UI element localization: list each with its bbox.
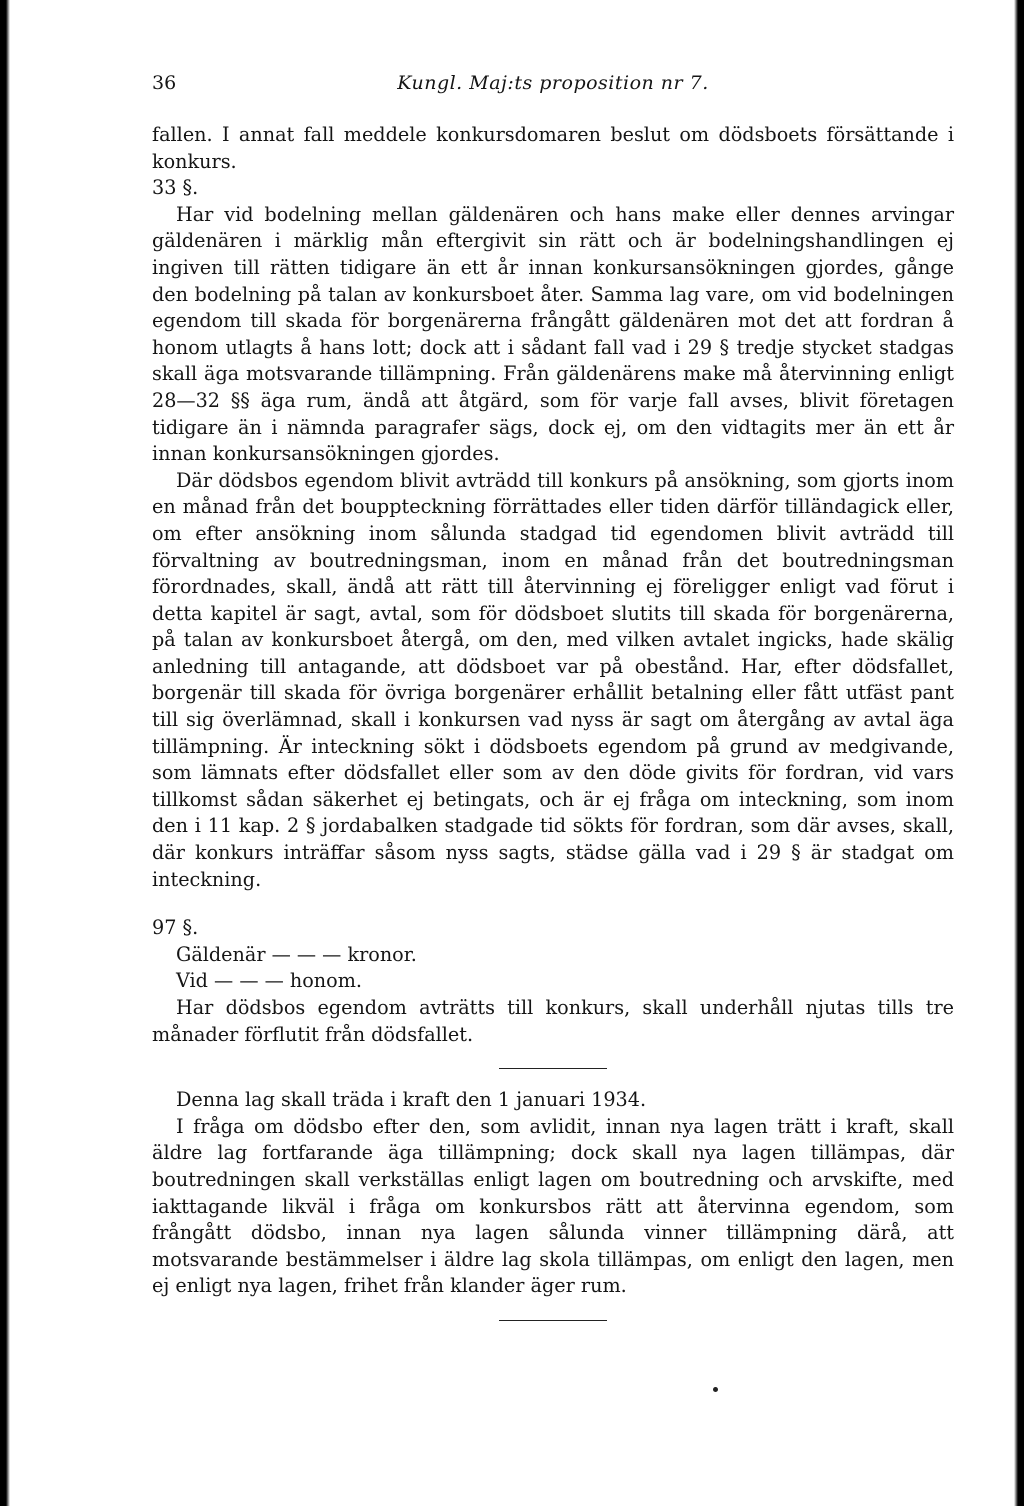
paragraph-33-2: Där dödsbos egendom blivit avträdd till konkurs på ansökning, som gjorts inom en månad från det bouppteckning förrättades eller tiden därför tilländagick eller, om efter ansökning inom sålunda stadgad tid egendomen blivit avträdd till förvaltning av boutredningsman, inom en månad från det boutredningsman förordnades, skall, ändå att rätt till återvinning ej föreligger enligt vad förut i detta kapitel är sagt, avtal, som för dödsboet slutits till skada för borgenärerna, på talan av konkursboet återgå, om den, med vilken avtalet ingicks, hade skälig anledning till antagande, att dödsboet var på obestånd. Har, efter dödsfallet, borgenär till skada för övriga borgenärer erhållit betalning eller fått utfäst pant till sig överlämnad, skall i konkursen vad nyss är sagt om återgång av avtal äga tillämpning. Är inteckning sökt i dödsboets egendom på grund av medgivande, som lämnats efter dödsfallet eller som av den döde givits för fordran, vid vars tillkomst sådan säkerhet ej betingats, och är ej fråga om inteckning, som inom den i 11 kap. 2 § jordabalken stadgade tid sökts för fordran, som där avses, skall, där konkurs inträffar såsom nyss sagts, städse gälla vad i 29 § är stadgat om inteckning. xyxy=(152,468,954,891)
paragraph-97-2: Vid — — — honom. xyxy=(176,969,363,993)
section-heading-33: 33 §. xyxy=(152,176,199,200)
page-header xyxy=(152,72,954,100)
spacer xyxy=(152,893,954,915)
scan-edge-left xyxy=(0,0,10,1506)
running-title: Kungl. Maj:ts proposition nr 7. xyxy=(397,72,709,94)
body-text xyxy=(152,122,954,1339)
paragraph-97-3: Har dödsbos egendom avträtts till konkurs, skall underhåll njutas tills tre månader förflutit från dödsfallet. xyxy=(152,996,954,1046)
end-rule xyxy=(499,1320,607,1321)
paragraph-transition: I fråga om dödsbo efter den, som avlidit, innan nya lagen trätt i kraft, skall äldre lag fortfarande äga tillämpning; dock skall nya lagen tillämpas, där boutredningen skall verkställas enligt lagen om boutredning och arvskifte, med iakttagande likväl i fråga om konkursbos rätt att återvinna egendom, som frångått dödsbo, innan nya lagen sålunda vinner tillämpning därå, att motsvarande bestämmelser i äldre lag skola tillämpas, om enligt den lagen, men ej enligt nya lagen, frihet från klander äger rum. xyxy=(152,1114,954,1298)
scan-edge-right xyxy=(1014,0,1024,1506)
divider-rule xyxy=(499,1068,607,1069)
paragraph-33-1: Har vid bodelning mellan gäldenären och hans make eller dennes arvingar gäldenären i märklig mån eftergivit sin rätt och är bodelningshandlingen ej ingiven till rätten tidigare än ett år innan konkursansökningen gjordes, gånge den bodelning på talan av konkursboet åter. Samma lag vare, om vid bodelningen egendom till skada för borgenärerna frångått gäldenären mot det att fordran å honom utlagts å hans lott; dock att i sådant fall vad i 29 § tredje stycket stadgas skall äga motsvarande tillämpning. Från gäldenärens make må återvinning enligt 28—32 §§ äga rum, ändå att åtgärd, som för varje fall avses, blivit företagen tidigare än i nämnda paragrafer sägs, dock ej, om den vidtagits mer än ett år innan konkursansökningen gjordes. xyxy=(152,202,954,466)
speck-mark xyxy=(713,1387,718,1392)
section-heading-97: 97 §. xyxy=(152,916,199,940)
page-number: 36 xyxy=(152,72,177,94)
paragraph-97-1: Gäldenär — — — kronor. xyxy=(176,942,417,966)
paragraph-effective-date: Denna lag skall träda i kraft den 1 januari 1934. xyxy=(176,1088,647,1112)
paragraph-continuation: fallen. I annat fall meddele konkursdomaren beslut om dödsboets försättande i konkurs. xyxy=(152,123,954,173)
